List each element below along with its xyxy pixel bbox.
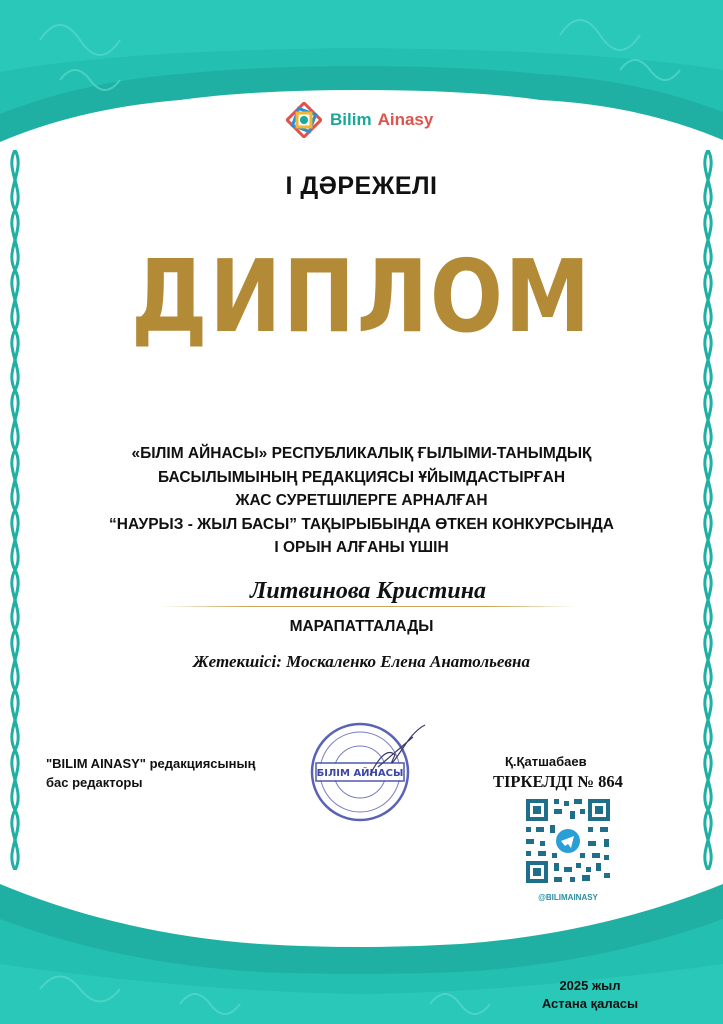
brand-logo [286,100,456,140]
signer-name: Қ.Қатшабаев [505,754,587,769]
supervisor-line: Жетекшісі: Москаленко Елена Анатольевна [193,652,530,671]
issue-place-date [530,977,650,1013]
stamp-text: БІЛІМ АЙНАСЫ [316,768,404,779]
qr-code [524,797,612,885]
recipient-underline [160,606,576,607]
description-line: ЖАС СУРЕТШІЛЕРГЕ АРНАЛҒАН [235,492,488,509]
description-line: “НАУРЫЗ - ЖЫЛ БАСЫ” ТАҚЫРЫБЫНДА ӨТКЕН КОНКУРСЫНДА [109,515,614,533]
degree-heading: І ДӘРЕЖЕЛІ [285,172,438,200]
right-ornament-border [697,150,719,870]
brand-name-part1: Bilim [330,110,372,129]
diploma-title: ДИПЛОМ [131,238,592,355]
recipient-name: Литвинова Кристина [249,578,487,604]
left-ornament-border [4,150,26,870]
brand-name-part2: Ainasy [377,110,434,129]
social-handle: @BILIMAINASY [538,893,598,902]
description-line: БАСЫЛЫМЫНЫҢ РЕДАКЦИЯСЫ ҰЙЫМДАСТЫРҒАН [157,468,566,486]
award-description [60,442,663,560]
issue-city: Астана қаласы [541,996,639,1011]
editor-line-2: бас редакторы [46,775,143,790]
awarded-label: МАРАПАТТАЛАДЫ [289,618,434,635]
official-stamp [300,715,430,825]
brand-name [330,110,433,130]
description-line: І ОРЫН АЛҒАНЫ ҮШІН [274,539,449,556]
issue-year: 2025 жыл [559,978,621,993]
description-line: «БІЛІМ АЙНАСЫ» РЕСПУБЛИКАЛЫҚ ҒЫЛЫМИ-ТАНЫМДЫҚ [131,445,592,462]
editor-title [46,754,306,792]
registration-number: ТІРКЕЛДІ № 864 [493,772,623,791]
editor-line-1: "BILIM AINASY" редакциясының [46,756,256,771]
bilim-ainasy-logo-icon [286,102,322,138]
